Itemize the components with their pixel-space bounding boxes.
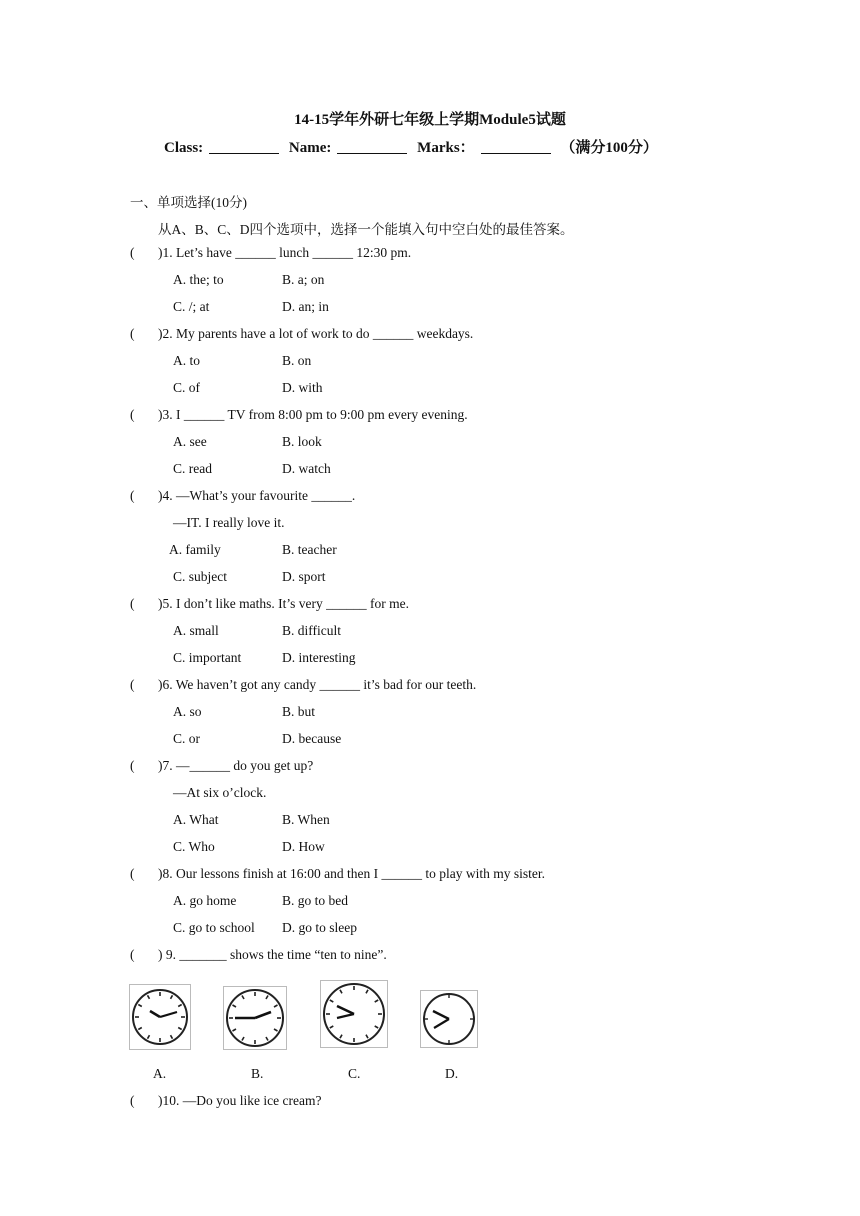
- option-d: D. an; in: [282, 299, 329, 314]
- option-a: A. small: [173, 623, 219, 638]
- question-text: 8. Our lessons finish at 16:00 and then I ______ to play with my sister.: [162, 866, 545, 881]
- answer-bracket[interactable]: (: [130, 488, 135, 503]
- option-b: B. look: [282, 434, 322, 449]
- section-heading: 一、单项选择(10分): [130, 195, 247, 210]
- option-a: A. family: [169, 542, 221, 557]
- option-c: C. read: [173, 461, 212, 476]
- question-6: ( )6. We haven’t got any candy ______ it’s bad for our teeth.: [130, 677, 477, 692]
- clock-label-c: C.: [348, 1066, 361, 1081]
- option-d: D. with: [282, 380, 323, 395]
- option-c: C. /; at: [173, 299, 210, 314]
- option-d: D. watch: [282, 461, 331, 476]
- option-b: B. a; on: [282, 272, 325, 287]
- option-d: D. How: [282, 839, 325, 854]
- answer-bracket[interactable]: (: [130, 596, 135, 611]
- question-text: 4. —What’s your favourite ______.: [162, 488, 356, 503]
- section-instruction: 从A、B、C、D四个选项中，选择一个能填入句中空白处的最佳答案。: [158, 222, 574, 237]
- student-info-line: [164, 136, 658, 157]
- question-4: ( )4. —What’s your favourite ______.: [130, 488, 356, 503]
- option-c: C. of: [173, 380, 200, 395]
- clock-c-image: [320, 980, 388, 1048]
- full-score-note: （满分100分）: [560, 140, 658, 156]
- clock-d-image: [420, 990, 478, 1048]
- option-b: B. go to bed: [282, 893, 348, 908]
- clock-label-b: B.: [251, 1066, 264, 1081]
- question-text: 7. —______ do you get up?: [162, 758, 314, 773]
- clock-label-a: A.: [153, 1066, 167, 1081]
- option-c: C. Who: [173, 839, 215, 854]
- option-b: B. difficult: [282, 623, 341, 638]
- question-text: 9. _______ shows the time “ten to nine”.: [162, 947, 387, 962]
- clock-b-image: [223, 986, 287, 1050]
- question-2: ( )2. My parents have a lot of work to do ______ weekdays.: [130, 326, 474, 341]
- answer-bracket[interactable]: (: [130, 677, 135, 692]
- answer-bracket[interactable]: (: [130, 407, 135, 422]
- class-label: Class:: [164, 140, 204, 156]
- question-7: ( )7. —______ do you get up?: [130, 758, 314, 773]
- class-blank[interactable]: [209, 139, 279, 154]
- option-c: C. go to school: [173, 920, 255, 935]
- question-5: ( )5. I don’t like maths. It’s very ______ for me.: [130, 596, 409, 611]
- question-text: 1. Let’s have ______ lunch ______ 12:30 pm.: [162, 245, 412, 260]
- option-d: D. go to sleep: [282, 920, 357, 935]
- answer-bracket[interactable]: (: [130, 245, 135, 260]
- option-a: A. to: [173, 353, 200, 368]
- answer-bracket[interactable]: (: [130, 1093, 135, 1108]
- answer-bracket[interactable]: (: [130, 326, 135, 341]
- question-8: ( )8. Our lessons finish at 16:00 and then I ______ to play with my sister.: [130, 866, 545, 881]
- option-b: B. but: [282, 704, 316, 719]
- option-b: B. teacher: [282, 542, 337, 557]
- answer-bracket[interactable]: (: [130, 947, 135, 962]
- option-a: A. so: [173, 704, 202, 719]
- question-text: 2. My parents have a lot of work to do ______ weekdays.: [162, 326, 474, 341]
- option-c: C. subject: [173, 569, 227, 584]
- question-9: ( ) 9. _______ shows the time “ten to nine”.: [130, 947, 387, 962]
- question-3: ( )3. I ______ TV from 8:00 pm to 9:00 pm every evening.: [130, 407, 468, 422]
- question-text: 5. I don’t like maths. It’s very ______ for me.: [162, 596, 409, 611]
- question-1: ( )1. Let’s have ______ lunch ______ 12:30 pm.: [130, 245, 412, 260]
- option-a: A. What: [173, 812, 219, 827]
- answer-bracket[interactable]: (: [130, 758, 135, 773]
- question-text: 3. I ______ TV from 8:00 pm to 9:00 pm every evening.: [162, 407, 468, 422]
- question-text: 6. We haven’t got any candy ______ it’s bad for our teeth.: [162, 677, 477, 692]
- option-c: C. or: [173, 731, 200, 746]
- option-a: A. the; to: [173, 272, 224, 287]
- clock-a-image: [129, 984, 191, 1050]
- marks-blank[interactable]: [481, 139, 551, 154]
- option-a: A. see: [173, 434, 207, 449]
- name-label: Name:: [288, 140, 332, 156]
- dialogue-reply: —At six o’clock.: [173, 785, 267, 800]
- option-c: C. important: [173, 650, 242, 665]
- dialogue-reply: —IT. I really love it.: [173, 515, 285, 530]
- question-text: 10. —Do you like ice cream?: [162, 1093, 322, 1108]
- option-d: D. because: [282, 731, 342, 746]
- option-b: B. on: [282, 353, 312, 368]
- exam-title: 14-15学年外研七年级上学期Module5试题: [294, 112, 566, 128]
- name-blank[interactable]: [337, 139, 407, 154]
- marks-label: Marks：: [417, 140, 475, 156]
- option-b: B. When: [282, 812, 330, 827]
- answer-bracket[interactable]: (: [130, 866, 135, 881]
- clock-label-d: D.: [445, 1066, 459, 1081]
- option-d: D. sport: [282, 569, 326, 584]
- question-10: ( )10. —Do you like ice cream?: [130, 1093, 322, 1108]
- option-d: D. interesting: [282, 650, 356, 665]
- option-a: A. go home: [173, 893, 237, 908]
